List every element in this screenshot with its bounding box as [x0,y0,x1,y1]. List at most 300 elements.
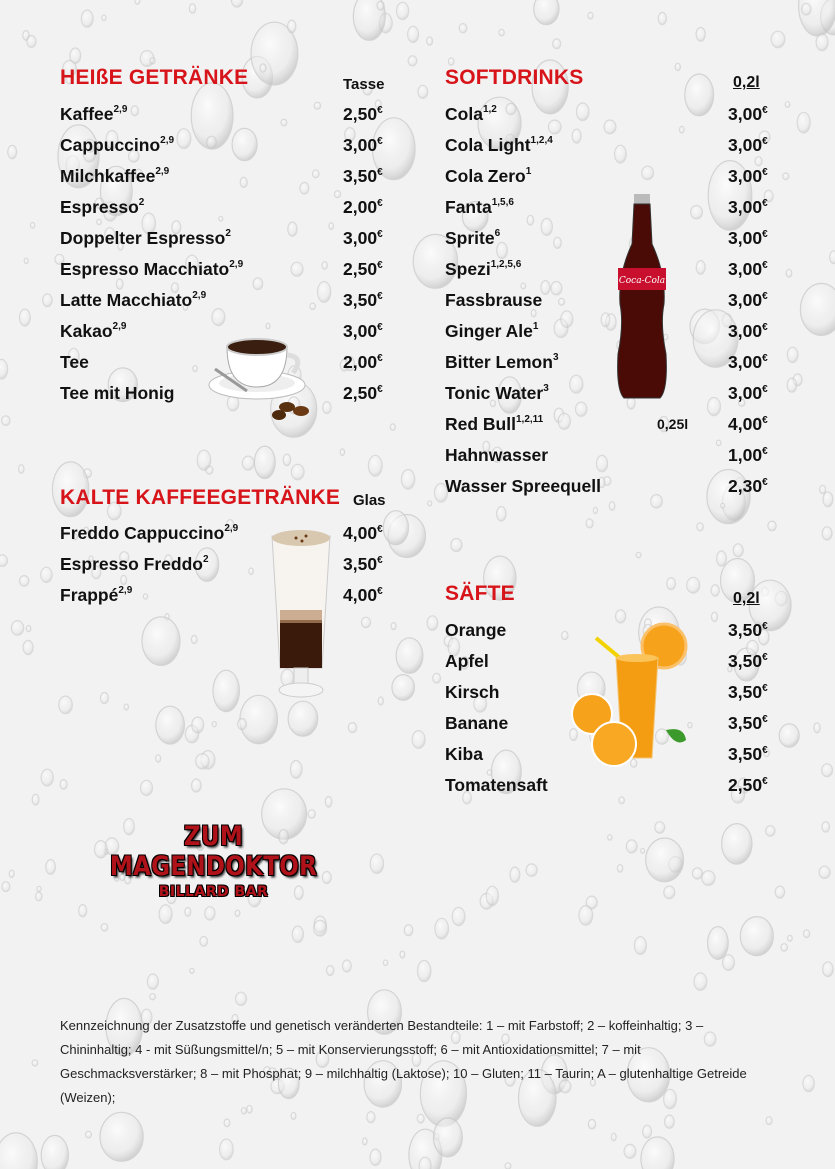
additives-legend: Kennzeichnung der Zusatzstoffe und genetisch veränderten Bestandteile: 1 – mit Farbstoff; 2 – koffeinhaltig; 3 – Chininhaltig; 4 - mit Süßungsmittel/n; 5 – mit Konservierungsstoff; 6 – mit Antioxidationsmittel; 7 – mit Geschmacksverstärker; 8 – mit Phosphat; 9 – milchhaltig (Laktose); 10 – Gluten; 11 – Taurin; A – glutenhaltige Getreide (Weizen); [60,1018,747,1105]
water-drop [823,962,833,977]
soft-item [445,414,785,445]
water-drop [586,519,593,528]
soft-item [445,135,785,166]
hot-drinks-section [60,66,390,416]
soft-item [445,104,785,135]
cold-item-name: Espresso Freddo$^2$ [60,554,209,574]
cold-item-price: 3,50€ [343,554,383,574]
water-drop [2,882,10,892]
juice-item-name: Banane [445,713,509,733]
soft-item-additives: 3 [543,383,549,395]
hot-item-name: Kakao$^{2,9}$ [60,321,127,341]
hot-item-price: 3,50€ [343,290,383,310]
water-drop [0,359,8,379]
hot-item-additives: 2,9 [112,321,127,333]
water-drop [24,258,28,264]
hot-item-name: Cappuccino$^{2,9}$ [60,135,175,155]
water-drop [30,223,34,229]
hot-item-price: 2,50€ [343,383,383,403]
water-drop [486,886,498,905]
water-drop [434,1118,463,1157]
water-drop [124,704,128,710]
cold-coffee-section [60,486,390,616]
water-drop [766,826,775,836]
soft-item-name: Ginger Ale$^1$ [445,321,539,341]
water-drop [26,626,31,632]
hot-item-additives: 2,9 [155,166,170,178]
soft-item [445,197,785,228]
soft-item-price: 3,00€ [728,290,768,310]
hot-item [60,104,400,135]
water-drop [497,507,506,522]
hot-item-price: 3,00€ [343,135,383,155]
water-drop [292,926,303,942]
juice-item-price: 2,50€ [728,775,768,795]
juice-item-name: Orange [445,620,507,640]
water-drop [340,449,344,456]
juice-item [445,713,785,744]
juice-item-name: Tomatensaft [445,775,548,795]
cold-item-additives: 2,9 [118,585,133,597]
water-drop [2,416,10,426]
water-drop [579,906,593,926]
water-drop [499,29,504,36]
water-drop [822,822,830,832]
water-drop [617,865,622,873]
hot-item-additives: 2,9 [229,259,244,271]
water-drop [220,1139,234,1160]
water-drop [665,1115,675,1128]
soft-item-price: 3,00€ [728,104,768,124]
water-drop [391,623,396,630]
water-drop [717,551,727,566]
water-drop [185,908,191,917]
water-drop [283,454,290,466]
soft-item [445,352,785,383]
water-drop [190,968,194,973]
water-drop [775,886,784,898]
water-drop [327,966,334,976]
water-drop [192,779,202,792]
water-drop [288,701,318,736]
hot-item [60,259,400,290]
water-drop [159,905,172,924]
water-drop [102,15,106,21]
cold-item-name: Freddo Cappuccino$^{2,9}$ [60,523,239,543]
water-drop [240,695,278,743]
softdrinks-title: SOFTDRINKS [445,66,584,89]
hot-item-price: 2,50€ [343,104,383,124]
water-drop [611,1133,616,1141]
water-drop [242,456,254,470]
water-drop [505,1163,511,1169]
water-drop [86,1131,92,1138]
juice-item [445,682,785,713]
water-drop [397,2,409,19]
hot-item-price: 3,00€ [343,321,383,341]
juice-item-price: 3,50€ [728,620,768,640]
hot-item-name: Tee [60,352,89,372]
water-drop [658,12,666,24]
water-drop [722,824,752,864]
water-drop [81,10,93,27]
water-drop [101,924,108,931]
water-drop [43,294,52,307]
water-drop [291,464,304,479]
water-drop [452,907,465,925]
water-drop [459,24,467,33]
hot-item-additives: 2,9 [113,104,128,116]
water-drop [830,251,835,264]
water-drop [708,927,729,960]
cold-item-name: Frappé$^{2,9}$ [60,585,133,605]
soft-item-name: Bitter Lemon$^3$ [445,352,559,372]
cold-item-additives: 2 [202,554,209,566]
juice-item [445,651,785,682]
hot-drinks-title: HEIßE GETRÄNKE [60,66,249,89]
water-drop [9,870,14,877]
soft-item-additives: 6 [494,228,501,240]
soft-item [445,321,785,352]
water-drop [20,576,29,587]
water-drop [377,1,384,10]
hot-item-price: 3,50€ [343,166,383,186]
juices-title: SÄFTE [445,582,515,605]
water-drop [41,567,52,582]
water-drop [191,635,197,643]
water-drop [348,723,356,733]
soft-item [445,290,785,321]
soft-item [445,445,785,476]
soft-item [445,228,785,259]
water-drop [510,867,520,882]
water-drop [797,112,810,133]
water-drop [200,937,208,947]
water-drop [189,4,195,13]
water-drop [823,492,833,507]
water-drop [655,822,665,833]
water-drop [20,309,31,326]
water-drop [723,955,735,971]
water-drop [46,860,56,875]
cold-item [60,523,400,554]
water-drop [646,838,684,882]
water-drop [820,485,826,493]
soft-item-additives: 1,2,11 [515,414,544,426]
juice-item-name: Apfel [445,651,489,671]
water-drop [418,85,428,98]
soft-item-name: Cola Light$^{1,2,4}$ [445,135,553,155]
cold-coffee-unit: Glas [353,492,386,509]
soft-item-additives: 1,5,6 [491,197,514,209]
soft-item-name: Wasser Spreequell [445,476,601,496]
soft-item-price: 3,00€ [728,197,768,217]
water-drop [448,58,454,65]
soft-item-additives: 1,2,5,6 [490,259,522,271]
hot-item-name: Espresso$^2$ [60,197,145,217]
soft-item-volume: 0,25l [657,416,689,432]
juice-item [445,775,785,806]
soft-item-additives: 3 [552,352,559,364]
water-drop [238,719,247,730]
soft-item-price: 3,00€ [728,352,768,372]
logo-subtitle: BILLARD BAR [158,884,269,900]
water-drop [36,892,42,901]
water-drop [803,1075,814,1091]
soft-item-name: Hahnwasser [445,445,549,465]
water-drop [370,854,383,873]
water-drop [451,539,462,552]
soft-item-name: Tonic Water$^3$ [445,383,549,403]
water-drop [785,102,790,108]
water-drop [11,621,23,636]
cold-item [60,554,400,585]
water-drop [404,925,413,936]
water-drop [634,937,646,955]
water-drop [142,617,180,665]
water-drop [427,37,433,45]
water-drop [288,20,296,33]
soft-item-price: 3,00€ [728,383,768,403]
soft-item-name: Cola$^{1,2}$ [445,104,497,124]
water-drop [428,501,432,506]
water-drop [213,670,239,711]
water-drop [419,1157,431,1169]
water-drop [694,973,707,990]
hot-item-name: Doppelter Espresso$^2$ [60,228,231,248]
water-drop [433,673,441,683]
soft-item-price: 4,00€ [728,414,768,434]
water-drop [740,917,773,956]
water-drop [378,697,383,705]
water-drop [383,960,387,966]
juice-item-name: Kirsch [445,682,500,702]
water-drop [787,347,798,362]
soft-item-price: 3,00€ [728,259,768,279]
hot-item [60,197,400,228]
water-drop [733,544,743,557]
water-drop [60,780,67,790]
water-drop [254,446,275,478]
bar-logo [96,822,331,900]
softdrinks-section [445,66,780,506]
soft-item [445,476,785,507]
soft-item-name: Spezi$^{1,2,5,6}$ [445,259,522,279]
soft-item-name: Fassbrause [445,290,543,310]
water-drop [291,1112,296,1119]
logo-title: ZUM MAGENDOKTOR [109,822,318,882]
water-drop [400,951,405,958]
cold-item-price: 4,00€ [343,523,383,543]
soft-item-additives: 1 [532,321,539,333]
water-drop [41,769,53,786]
water-drop [361,617,370,627]
water-drop [314,920,327,936]
hot-item [60,321,400,352]
hot-item-price: 2,00€ [343,197,383,217]
softdrinks-unit: 0,2l [733,74,760,91]
hot-item [60,135,400,166]
water-drop [427,616,438,630]
juice-item [445,620,785,651]
water-drop [781,944,788,952]
water-drop [588,1120,595,1129]
soft-item-name: Sprite$^6$ [445,228,501,248]
soft-item-price: 3,00€ [728,228,768,248]
water-drop [27,36,36,48]
water-drop [408,56,417,66]
water-drop [534,0,559,25]
soft-item [445,383,785,414]
soft-item-additives: 1 [525,166,532,178]
juice-item-price: 3,50€ [728,713,768,733]
water-drop [212,722,216,727]
hot-item-additives: 2,9 [192,290,207,302]
water-drop [197,450,210,470]
soft-item-price: 2,30€ [728,476,768,496]
water-drop [37,886,41,891]
water-drop [396,638,423,673]
water-drop [786,269,792,277]
water-drop [802,3,811,15]
soft-item-additives: 1,2 [482,104,497,116]
soft-item [445,166,785,197]
hot-item-name: Espresso Macchiato$^{2,9}$ [60,259,244,279]
water-drop [147,974,158,989]
water-drop [804,930,810,938]
water-drop [696,28,705,42]
water-drop [100,1112,143,1161]
juice-item-name: Kiba [445,744,483,764]
hot-item [60,228,400,259]
soft-item-price: 3,00€ [728,135,768,155]
juice-item-price: 3,50€ [728,744,768,764]
water-drop [79,905,87,917]
water-drop [588,12,593,19]
hot-item-price: 2,00€ [343,352,383,372]
water-drop [8,145,17,158]
water-drop [235,910,240,916]
water-drop [19,465,24,474]
water-drop [370,1149,381,1165]
hot-item [60,166,400,197]
hot-item-name: Kaffee$^{2,9}$ [60,104,128,124]
water-drop [100,693,108,704]
water-drop [392,675,415,701]
water-drop [156,755,161,762]
soft-item [445,259,785,290]
water-drop [593,507,597,513]
water-drop [816,34,828,51]
water-drop [626,840,637,853]
soft-item-name: Fanta$^{1,5,6}$ [445,197,514,217]
water-drop [401,470,414,490]
hot-item-price: 2,50€ [343,259,383,279]
hot-drinks-unit: Tasse [343,76,385,93]
water-drop [418,960,431,981]
water-drop [788,935,793,941]
water-drop [822,764,833,777]
hot-item-name: Latte Macchiato$^{2,9}$ [60,290,207,310]
water-drop [141,780,153,795]
hot-item-name: Tee mit Honig [60,383,175,403]
hot-item [60,383,400,414]
water-drop [787,378,797,392]
soft-item-additives: 1,2,4 [530,135,553,147]
water-drop [0,555,7,567]
water-drop [196,754,209,769]
water-drop [636,552,641,557]
cold-coffee-title: KALTE KAFFEEGETRÄNKE [60,486,341,509]
water-drop [32,1060,38,1066]
juices-section [445,582,780,802]
water-drop [435,918,449,939]
soft-item-price: 3,00€ [728,166,768,186]
water-drop [343,960,352,972]
water-drop [135,0,140,4]
water-drop [417,1114,424,1123]
water-drop [150,58,155,64]
water-drop [702,871,715,886]
water-drop [368,455,382,476]
water-drop [390,424,395,430]
water-drop [692,868,702,879]
water-drop [363,1138,367,1145]
juice-item-price: 3,50€ [728,682,768,702]
water-drop [819,866,830,878]
hot-item-additives: 2,9 [160,135,175,147]
juice-item-price: 3,50€ [728,651,768,671]
hot-item [60,290,400,321]
soft-item-price: 3,00€ [728,321,768,341]
water-drop [150,994,156,1000]
water-drop [664,886,675,899]
water-drop [822,527,832,540]
water-drop [553,39,561,49]
water-drop [32,794,39,805]
soft-item-name: Cola Zero$^1$ [445,166,532,186]
water-drop [624,1144,636,1158]
water-drop [771,31,785,47]
water-drop [766,1117,772,1125]
water-drop [814,723,820,733]
water-drop [641,849,645,854]
juice-item [445,744,785,775]
water-drop [290,761,302,779]
water-drop [236,992,247,1005]
water-drop [367,1112,375,1123]
hot-item-additives: 2 [225,228,231,240]
water-drop [156,706,185,744]
water-drop [526,864,537,876]
water-drop [192,717,204,733]
water-drop [23,640,33,654]
water-drop [408,26,419,42]
water-drop [59,696,73,714]
hot-item [60,352,400,383]
cold-item-additives: 2,9 [224,523,239,535]
cola-bottle-label: Coca-Cola [618,276,666,286]
juices-unit: 0,2l [733,590,760,607]
water-drop [41,1135,68,1169]
hot-item-additives: 2 [138,197,145,209]
cold-item [60,585,400,616]
soft-item-name: Red Bull$^{1,2,11}$ [445,414,544,434]
hot-item-price: 3,00€ [343,228,383,248]
water-drop [608,835,612,840]
water-drop [325,797,332,808]
water-drop [412,731,425,749]
